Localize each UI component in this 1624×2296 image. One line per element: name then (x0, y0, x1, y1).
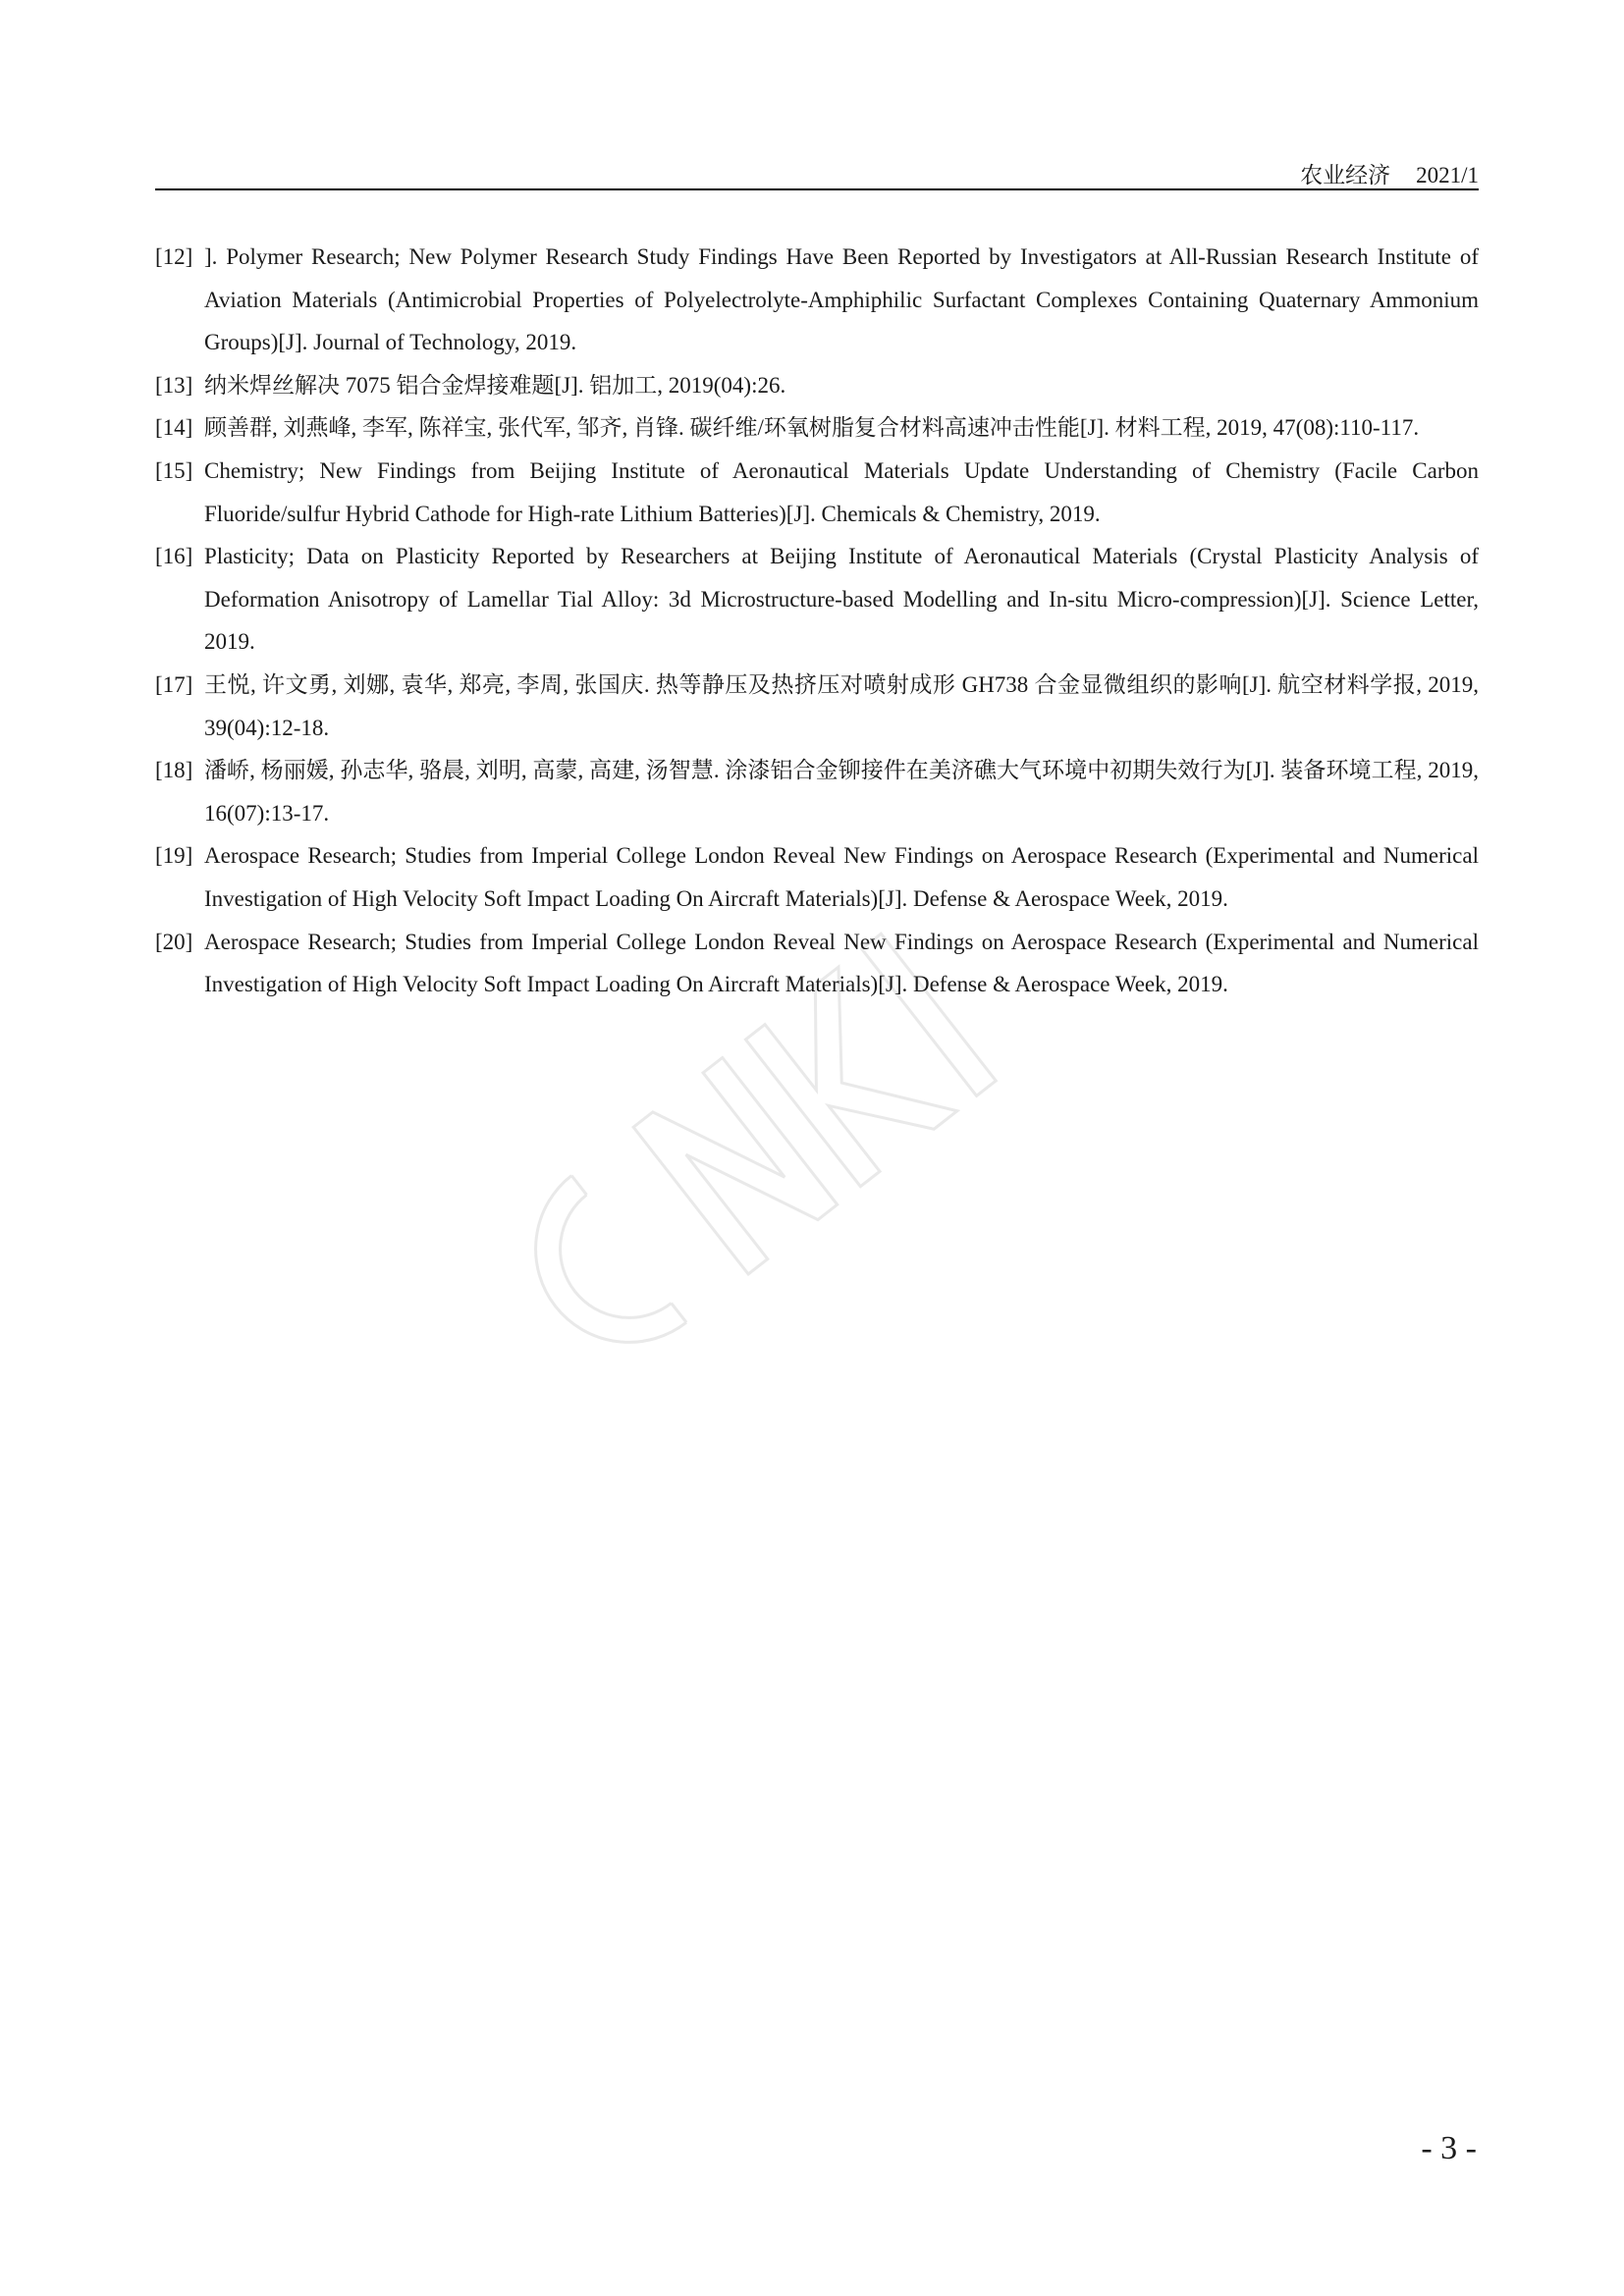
issue-number: 2021/1 (1416, 163, 1479, 187)
reference-text: 顾善群, 刘燕峰, 李军, 陈祥宝, 张代军, 邹齐, 肖锋. 碳纤维/环氧树脂复合材料高速冲击性能[J]. 材料工程, 2019, 47(08):110-117. (204, 415, 1420, 441)
reference-item (155, 406, 1479, 450)
reference-item (155, 450, 1479, 535)
reference-text: Chemistry; New Findings from Beijing Institute of Aeronautical Materials Update Understanding of Chemistry (Facile Carbon Fluoride/sulfur Hybrid Cathode for High-rate Lithium Batteries)[J]. Chemicals & Chemistry, 2019. (204, 457, 1479, 526)
reference-number: [12] (155, 244, 193, 269)
reference-list (155, 236, 1479, 1006)
reference-number: [15] (155, 457, 193, 483)
reference-item (155, 664, 1479, 749)
journal-name: 农业经济 (1300, 163, 1391, 187)
reference-text: ]. Polymer Research; New Polymer Research Study Findings Have Been Reported by Investigators at All-Russian Research Institute of Aviation Materials (Antimicrobial Properties of Polyelectrolyte-Amphiphilic Surfactant Complexes Containing Quaternary Ammonium Groups)[J]. Journal of Technology, 2019. (204, 244, 1479, 355)
reference-item (155, 535, 1479, 664)
reference-number: [14] (155, 415, 193, 441)
reference-number: [16] (155, 544, 193, 569)
reference-text: 纳米焊丝解决 7075 铝合金焊接难题[J]. 铝加工, 2019(04):26. (204, 372, 786, 398)
reference-text: Aerospace Research; Studies from Imperial College London Reveal New Findings on Aerospace Research (Experimental and Numerical Investigation of High Velocity Soft Impact Loading On Aircraft Materials)[J]. Defense & Aerospace Week, 2019. (204, 843, 1479, 911)
reference-item (155, 749, 1479, 834)
reference-number: [19] (155, 843, 193, 869)
reference-number: [17] (155, 671, 193, 697)
reference-text: Plasticity; Data on Plasticity Reported by Researchers at Beijing Institute of Aeronautical Materials (Crystal Plasticity Analysis of Deformation Anisotropy of Lamellar Tial Alloy: 3d Microstructure-based Modelling and In-situ Micro-compression)[J]. Science Letter, 2019. (204, 544, 1479, 655)
reference-item (155, 921, 1479, 1006)
reference-number: [13] (155, 372, 193, 398)
reference-text: 王悦, 许文勇, 刘娜, 袁华, 郑亮, 李周, 张国庆. 热等静压及热挤压对喷射成形 GH738 合金显微组织的影响[J]. 航空材料学报, 2019, 39(04):12-18. (204, 671, 1479, 740)
reference-item (155, 236, 1479, 364)
reference-number: [18] (155, 758, 193, 783)
reference-item (155, 364, 1479, 407)
page-header (155, 153, 1479, 190)
page-number: - 3 - (1421, 2130, 1477, 2166)
reference-item (155, 834, 1479, 920)
reference-text: Aerospace Research; Studies from Imperial College London Reveal New Findings on Aerospace Research (Experimental and Numerical Investigation of High Velocity Soft Impact Loading On Aircraft Materials)[J]. Defense & Aerospace Week, 2019. (204, 929, 1479, 997)
reference-number: [20] (155, 929, 193, 954)
reference-text: 潘峤, 杨丽媛, 孙志华, 骆晨, 刘明, 高蒙, 高建, 汤智慧. 涂漆铝合金铆接件在美济礁大气环境中初期失效行为[J]. 装备环境工程, 2019, 16(07):13-17. (204, 758, 1479, 826)
header-text (1300, 157, 1479, 189)
